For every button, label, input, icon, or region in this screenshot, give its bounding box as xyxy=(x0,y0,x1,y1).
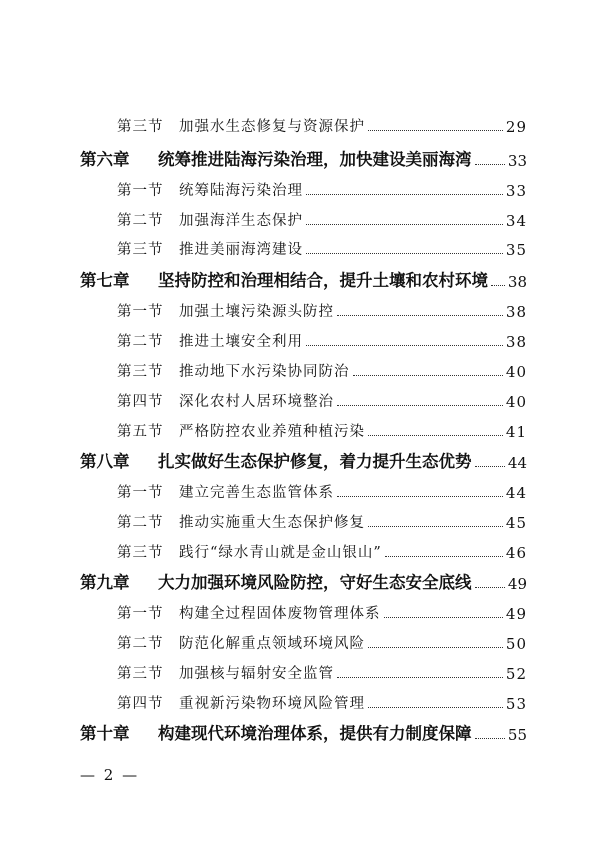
entry-number: 第四节 xyxy=(117,696,164,712)
entry-number: 第四节 xyxy=(117,394,164,410)
entry-page-number: 45 xyxy=(505,514,527,532)
toc-entry[interactable] xyxy=(117,685,527,713)
toc-entry[interactable] xyxy=(117,293,527,321)
entry-page-number: 33 xyxy=(507,152,527,170)
dot-leader xyxy=(306,252,503,254)
entry-number: 第三节 xyxy=(117,364,164,380)
toc-entry[interactable] xyxy=(80,263,527,291)
entry-number: 第五节 xyxy=(117,424,164,440)
entry-number: 第三节 xyxy=(117,545,164,561)
dot-leader xyxy=(306,344,503,346)
dot-leader xyxy=(337,314,503,316)
entry-number: 第十章 xyxy=(80,724,130,743)
entry-page-number: 44 xyxy=(505,484,527,502)
toc-entry[interactable] xyxy=(117,504,527,532)
entry-page-number: 33 xyxy=(505,182,527,200)
toc-entry[interactable] xyxy=(80,716,527,744)
entry-page-number: 38 xyxy=(505,333,527,351)
entry-title: 构建现代环境治理体系，提供有力制度保障 xyxy=(158,724,472,743)
entry-page-number: 34 xyxy=(505,212,527,230)
entry-number: 第一节 xyxy=(117,606,164,622)
entry-page-number: 55 xyxy=(507,726,527,744)
entry-page-number: 46 xyxy=(505,544,527,562)
dot-leader xyxy=(353,374,503,376)
dot-leader xyxy=(337,404,503,406)
entry-page-number: 49 xyxy=(507,575,527,593)
entry-title: 加强水生态修复与资源保护 xyxy=(179,119,365,135)
toc-entry[interactable] xyxy=(117,655,527,683)
dot-leader xyxy=(368,646,503,648)
entry-title: 加强核与辐射安全监管 xyxy=(179,666,334,682)
dot-leader xyxy=(306,223,503,225)
dot-leader xyxy=(368,706,503,708)
dot-leader xyxy=(337,676,503,678)
entry-number: 第八章 xyxy=(80,452,130,471)
entry-page-number: 29 xyxy=(505,118,527,136)
toc-entry[interactable] xyxy=(117,383,527,411)
entry-title: 坚持防控和治理相结合，提升土壤和农村环境 xyxy=(158,271,488,290)
dot-leader xyxy=(306,193,503,195)
dot-leader xyxy=(384,616,503,618)
entry-title: 推动实施重大生态保护修复 xyxy=(179,515,365,531)
dot-leader xyxy=(368,129,503,131)
toc-entry[interactable] xyxy=(117,353,527,381)
dot-leader xyxy=(491,284,505,286)
entry-title: 推动地下水污染协同防治 xyxy=(179,364,350,380)
entry-page-number: 35 xyxy=(505,241,527,259)
toc-entry[interactable] xyxy=(117,534,527,562)
entry-number: 第六章 xyxy=(80,150,130,169)
entry-title: 重视新污染物环境风险管理 xyxy=(179,696,365,712)
entry-number: 第二节 xyxy=(117,636,164,652)
entry-number: 第二节 xyxy=(117,334,164,350)
entry-number: 第一节 xyxy=(117,304,164,320)
toc-entry[interactable] xyxy=(117,595,527,623)
entry-title: 防范化解重点领域环境风险 xyxy=(179,636,365,652)
dot-leader xyxy=(475,737,505,739)
dot-leader xyxy=(368,434,503,436)
entry-title: 践行“绿水青山就是金山银山” xyxy=(179,545,382,561)
toc-entry[interactable] xyxy=(117,625,527,653)
dot-leader xyxy=(475,163,505,165)
entry-title: 建立完善生态监管体系 xyxy=(179,485,334,501)
entry-page-number: 49 xyxy=(505,605,527,623)
entry-page-number: 53 xyxy=(505,695,527,713)
entry-number: 第三节 xyxy=(117,119,164,135)
dot-leader xyxy=(337,495,503,497)
dot-leader xyxy=(368,525,503,527)
entry-title: 推进美丽海湾建设 xyxy=(179,242,303,258)
entry-title: 统筹推进陆海污染治理，加快建设美丽海湾 xyxy=(158,150,472,169)
page-number-footer: — 2 — xyxy=(80,766,140,784)
dot-leader xyxy=(385,555,503,557)
toc-entry[interactable] xyxy=(117,413,527,441)
entry-title: 统筹陆海污染治理 xyxy=(179,183,303,199)
toc-entry[interactable] xyxy=(117,474,527,502)
entry-number: 第七章 xyxy=(80,271,130,290)
entry-title: 加强土壤污染源头防控 xyxy=(179,304,334,320)
entry-title: 大力加强环境风险防控，守好生态安全底线 xyxy=(158,573,472,592)
entry-page-number: 41 xyxy=(505,423,527,441)
entry-page-number: 40 xyxy=(505,393,527,411)
toc-entry[interactable] xyxy=(117,202,527,230)
entry-number: 第九章 xyxy=(80,573,130,592)
toc-entry[interactable] xyxy=(117,323,527,351)
toc-entry[interactable] xyxy=(80,565,527,593)
entry-title: 构建全过程固体废物管理体系 xyxy=(179,606,381,622)
toc-entry[interactable] xyxy=(117,231,527,259)
dot-leader xyxy=(475,465,505,467)
dot-leader xyxy=(475,586,505,588)
entry-title: 推进土壤安全利用 xyxy=(179,334,303,350)
entry-number: 第三节 xyxy=(117,666,164,682)
toc-entry[interactable] xyxy=(117,172,527,200)
entry-page-number: 38 xyxy=(507,273,527,291)
entry-title: 严格防控农业养殖种植污染 xyxy=(179,424,365,440)
toc-entry[interactable] xyxy=(80,142,527,170)
entry-page-number: 38 xyxy=(505,303,527,321)
entry-page-number: 50 xyxy=(505,635,527,653)
entry-page-number: 52 xyxy=(505,665,527,683)
entry-number: 第一节 xyxy=(117,485,164,501)
entry-title: 深化农村人居环境整治 xyxy=(179,394,334,410)
entry-page-number: 40 xyxy=(505,363,527,381)
entry-number: 第三节 xyxy=(117,242,164,258)
entry-title: 加强海洋生态保护 xyxy=(179,213,303,229)
entry-title: 扎实做好生态保护修复，着力提升生态优势 xyxy=(158,452,472,471)
entry-number: 第二节 xyxy=(117,213,164,229)
entry-number: 第一节 xyxy=(117,183,164,199)
entry-number: 第二节 xyxy=(117,515,164,531)
toc-entry[interactable] xyxy=(80,444,527,472)
entry-page-number: 44 xyxy=(507,454,527,472)
toc-entry[interactable] xyxy=(117,108,527,136)
